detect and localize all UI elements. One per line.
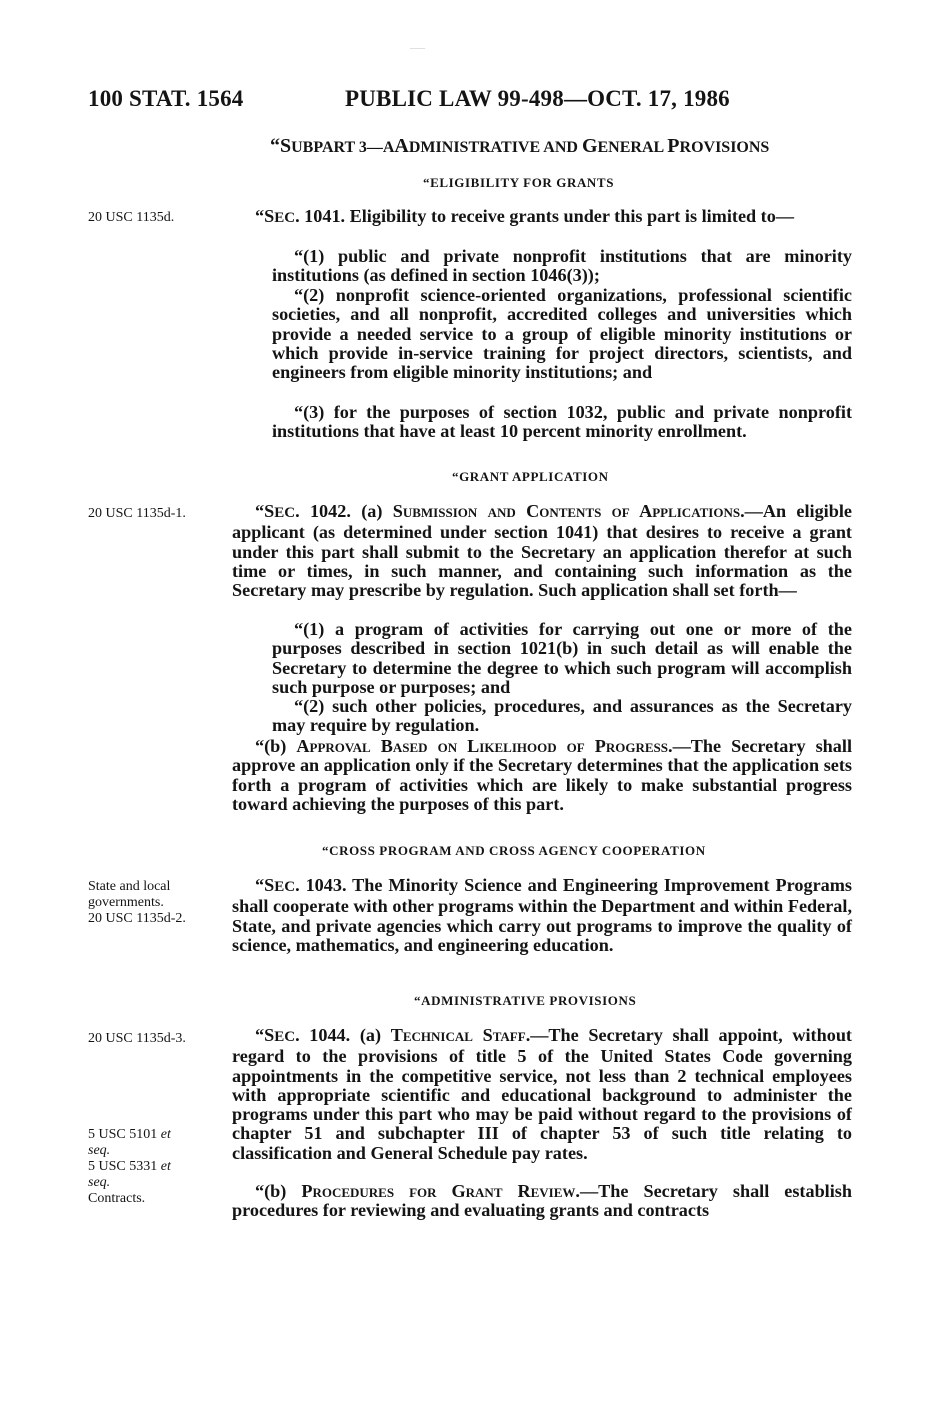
sec-1043-text: . 1043. The Minority Science and Engineering Improvement Programs shall cooperate with other programs within the Department and within Federal, State, and private agencies which carry out programs to improve the quality of science, mathematics, and engineering education. [232, 875, 852, 955]
heading-eligibility: “ELIGIBILITY FOR GRANTS [423, 175, 615, 190]
sec-1041-item-2: “(2) nonprofit science-oriented organizations, professional scientific societies, and all nonprofit, accredited colleges and universities which provide a needed service to a group of eligible minority institutions or which provide in-service training for project directors, scientists, and engineers from eligible minority institutions; and [272, 285, 852, 383]
sec-1042-a-text: .—An eligible applicant (as determined under section 1041) that desires to receive a grant under this part shall submit to the Secretary an application therefor at such time or times, in such manner, and containing such information as the Secretary may prescribe by regulation. Such application shall set forth— [232, 501, 852, 601]
margin-note-line: governments. [88, 895, 164, 910]
sec-1044-a-heading: Technical Staff [390, 1025, 526, 1045]
section-1042-a [232, 502, 852, 600]
section-1042-b [232, 737, 852, 814]
bleed-through-mark: — [410, 40, 425, 56]
margin-note-cite: 5 USC 5101 [88, 1127, 161, 1142]
subpart-heading-part: DMINISTRATIVE AND [408, 139, 582, 156]
section-1044-a [232, 1026, 852, 1163]
page-title: PUBLIC LAW 99-498—OCT. 17, 1986 [345, 86, 730, 111]
section-1043 [232, 876, 852, 955]
sec-ec: EC [274, 505, 296, 521]
margin-note-1135d-1: 20 USC 1135d-1. [88, 506, 186, 521]
sec-1044-b-text: .—The Secretary shall establish procedures for reviewing and evaluating grants and contracts [232, 1181, 852, 1221]
margin-note-line [88, 1159, 171, 1175]
margin-note-line [88, 1127, 171, 1143]
subpart-heading-part: ENERAL [597, 139, 668, 156]
margin-note-line: State and local [88, 879, 171, 894]
margin-note-contracts: Contracts. [88, 1191, 146, 1206]
subpart-heading-initial-g: G [581, 135, 598, 157]
margin-note-line [88, 1143, 171, 1159]
sec-open: “S [255, 206, 275, 226]
section-1044-b [232, 1182, 852, 1221]
subpart-heading [270, 135, 769, 158]
sec-1042-number: . 1042. (a) [295, 501, 393, 521]
subpart-heading-part: ROVISIONS [679, 139, 770, 156]
sec-1042-item-2: “(2) such other policies, procedures, and assurances as the Secretary may require by regulation. [272, 696, 852, 736]
subpart-heading-initial: “S [270, 135, 292, 157]
margin-note-seq: seq. [88, 1175, 111, 1190]
heading-grant-application: “GRANT APPLICATION [452, 469, 609, 484]
sec-ec: EC [274, 1029, 296, 1045]
sec-ec: EC [274, 210, 296, 226]
sec-1042-a-heading: Submission and Contents of Applications [392, 501, 741, 521]
sec-1041-text: . 1041. Eligibility to receive grants under this part is limited to— [295, 206, 795, 226]
margin-note-state-local [88, 879, 186, 927]
margin-note-1135d: 20 USC 1135d. [88, 210, 175, 225]
sec-1042-item-1: “(1) a program of activities for carrying out one or more of the purposes described in section 1021(b) in such detail as will enable the Secretary to determine the degree to which such program will accomplish such purpose or purposes; and [272, 619, 852, 697]
margin-note-et: et [160, 1127, 171, 1142]
margin-note-line: 20 USC 1135d-2. [88, 911, 186, 926]
sec-1041-item-1: “(1) public and private nonprofit institutions that are minority institutions (as defined in section 1046(3)); [272, 246, 852, 286]
sec-open: “S [255, 501, 275, 521]
subpart-heading-part: UBPART 3—A [291, 139, 395, 156]
sec-1044-number: . 1044. (a) [295, 1025, 391, 1045]
sec-1044-b-lead: “(b) [255, 1181, 302, 1201]
section-1041 [232, 207, 852, 228]
sec-1041-item-3: “(3) for the purposes of section 1032, public and private nonprofit institutions that have at least 10 percent minority enrollment. [272, 402, 852, 442]
margin-note-et: et [160, 1159, 171, 1174]
heading-cross-program: “CROSS PROGRAM AND CROSS AGENCY COOPERATION [322, 843, 706, 858]
sec-1042-b-heading: Approval Based on Likelihood of Progress [296, 736, 669, 756]
margin-note-seq: seq. [88, 1143, 111, 1158]
sec-open: “S [255, 1025, 275, 1045]
sec-1042-b-lead: “(b) [255, 736, 297, 756]
sec-ec: EC [274, 879, 296, 895]
heading-administrative: “ADMINISTRATIVE PROVISIONS [414, 993, 637, 1008]
sec-1042-b-text: .—The Secretary shall approve an application only if the Secretary determines that the application sets forth a program of activities which are likely to make substantial progress toward achieving the purposes of this part. [232, 736, 852, 814]
margin-note-5usc5101 [88, 1127, 171, 1207]
subpart-heading-initial-p: P [667, 135, 680, 157]
subpart-heading-initial-a: A [394, 135, 409, 157]
sec-1044-a-text: .—The Secretary shall appoint, without regard to the provisions of title 5 of the United States Code governing appointments in the competitive service, not less than 2 technical employees with appropriate scientific and educational background to administer the programs under this part who may be paid without regard to the provisions of chapter 51 and subchapter III of chapter 53 of such title relating to classification and General Schedule pay rates. [232, 1025, 852, 1163]
margin-note-cite: 5 USC 5331 [88, 1159, 161, 1174]
sec-open: “S [255, 875, 275, 895]
sec-1044-b-heading: Procedures for Grant Review [301, 1181, 576, 1201]
page-citation: 100 STAT. 1564 [88, 86, 244, 111]
margin-note-1135d-3: 20 USC 1135d-3. [88, 1031, 186, 1046]
margin-note-line [88, 1175, 171, 1191]
